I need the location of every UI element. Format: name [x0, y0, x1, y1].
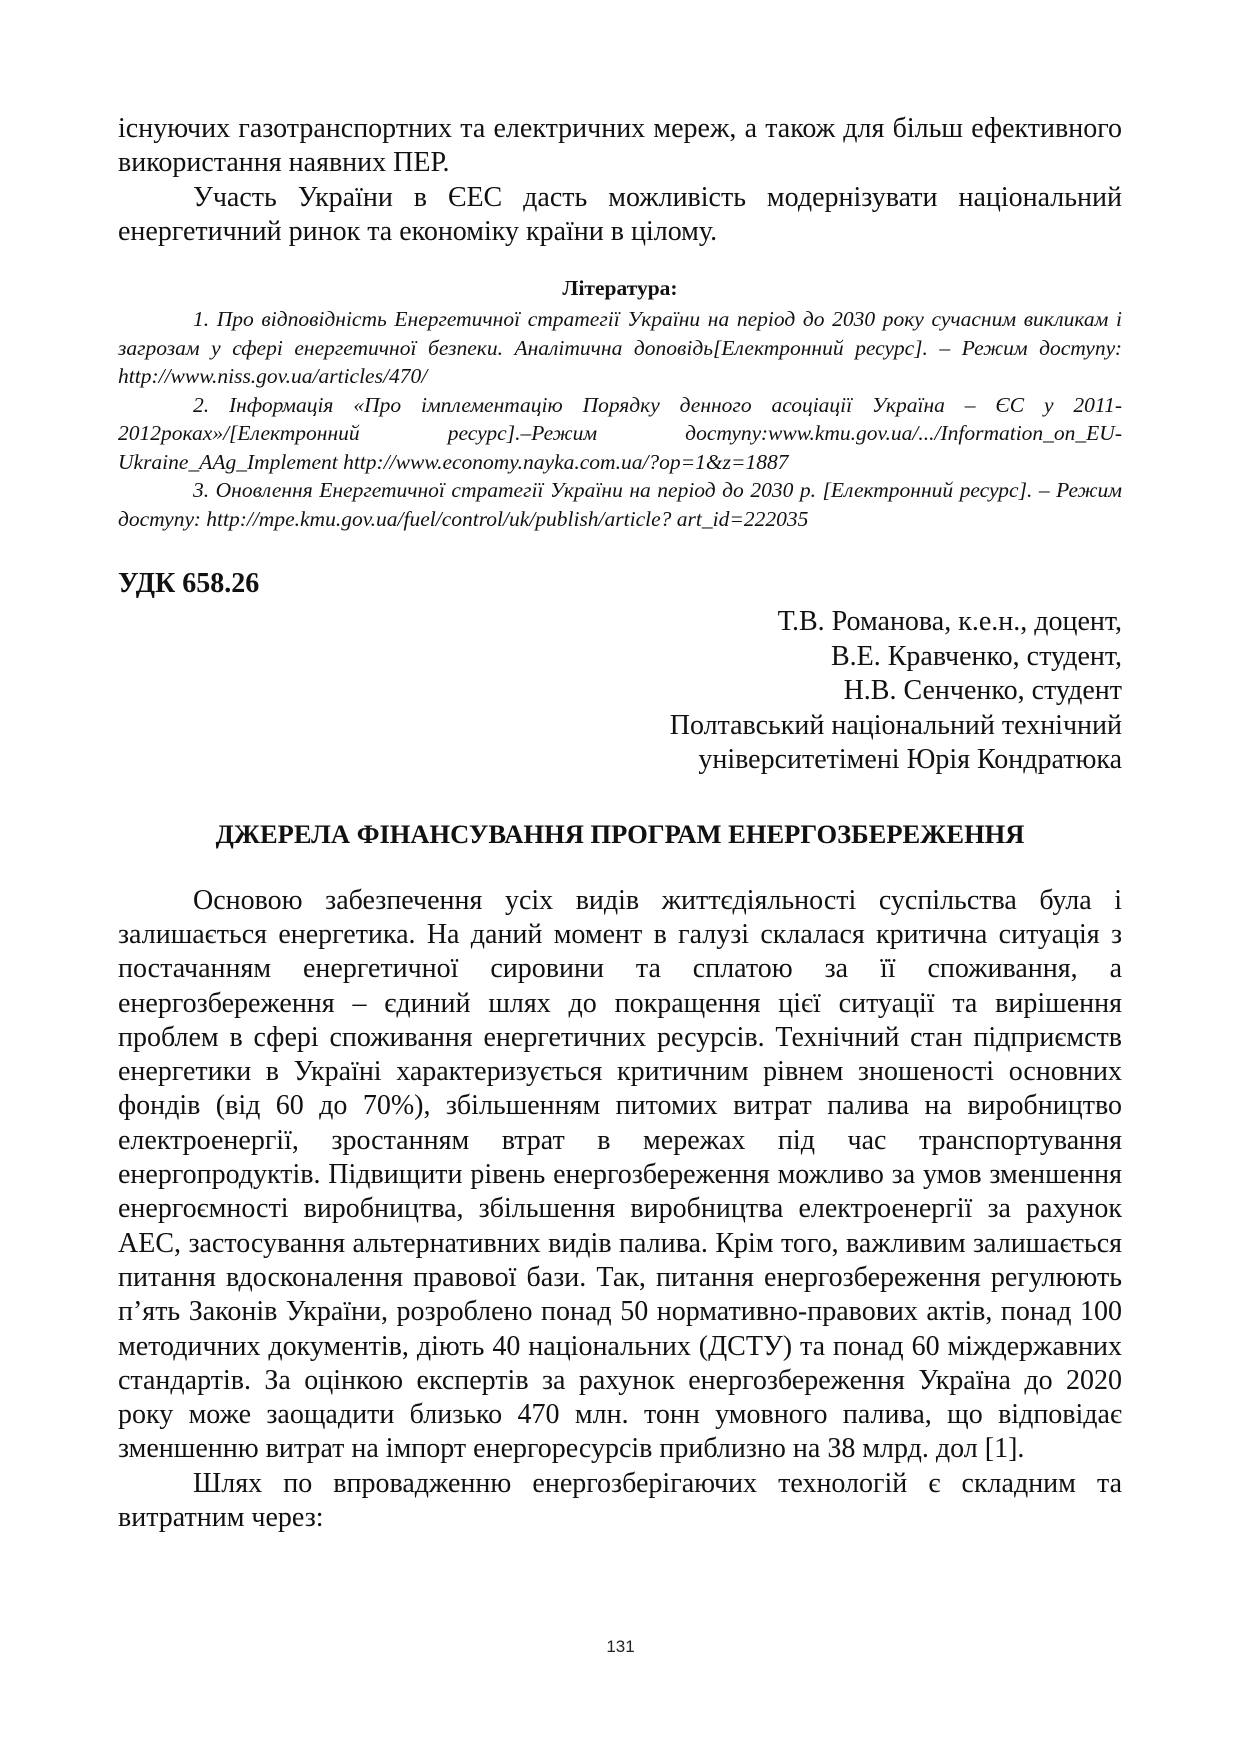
article-body: [118, 884, 1122, 1536]
affiliation-line: Полтавський національний технічний: [669, 709, 1122, 741]
literature-heading: Література:: [562, 276, 678, 301]
literature-item: 1. Про відповідність Енергетичної стратегії України на період до 2030 року сучасним викликам і загрозам у сфері енергетичної безпеки. Аналітична доповідь[Електронний ресурс]. – Режим доступу: http://www.niss.gov.ua/articles/470/: [118, 307, 1122, 389]
body-paragraph: Шлях по впровадженню енергозберігаючих технологій є складним та витратним через:: [118, 1467, 1122, 1534]
page-content: [118, 112, 1122, 1535]
affiliation-line: університетімені Юрія Кондратюка: [698, 744, 1122, 776]
udk-code: УДК 658.26: [118, 568, 260, 600]
intro-paragraph-conclusion: Участь України в ЄЕС дасть можливість модернізувати національний енергетичний ринок та економіку країни в цілому.: [118, 181, 1122, 247]
page-number: 131: [606, 1637, 635, 1656]
intro-paragraph-continued: існуючих газотранспортних та електричних мереж, а також для більш ефективного використання наявних ПЕР.: [118, 113, 1122, 179]
author-line: Т.В. Романова, к.е.н., доцент,: [777, 606, 1122, 638]
body-paragraph: Основою забезпечення усіх видів життєдіяльності суспільства була і залишається енергетика. На даний момент в галузі склалася критична ситуація з постачанням енергетичної сировини та сплатою за її споживання, а енергозбереження – єдиний шлях до покращення цієї ситуації та вирішення проблем в сфері споживання енергетичних ресурсів. Технічний стан підприємств енергетики в Україні характеризується критичним рівнем зношеності основних фондів (від 60 до 70%), збільшенням питомих витрат палива на виробництво електроенергії, зростанням втрат в мережах під час транспортування енергопродуктів. Підвищити рівень енергозбереження можливо за умов зменшення енергоємності виробництва, збільшення виробництва електроенергії за рахунок АЕС, застосування альтернативних видів палива. Крім того, важливим залишається питання вдосконалення правової бази. Так, питання енергозбереження регулюють п’ять Законів України, розроблено понад 50 нормативно-правових актів, понад 100 методичних документів, діють 40 національних (ДСТУ) та понад 60 міждержавних стандартів. За оцінкою експертів за рахунок енергозбереження Україна до 2020 року може заощадити близько 470 млн. тонн умовного палива, що відповідає зменшенню витрат на імпорт енергоресурсів приблизно на 38 млрд. дол [1].: [118, 884, 1122, 1465]
author-block: [118, 605, 1122, 778]
literature-section: [118, 275, 1122, 533]
article-title: ДЖЕРЕЛА ФІНАНСУВАННЯ ПРОГРАМ ЕНЕРГОЗБЕРЕЖЕННЯ: [215, 818, 1025, 849]
literature-item: 3. Оновлення Енергетичної стратегії України на період до 2030 р. [Електронний ресурс]. – Режим доступу: http://mpe.kmu.gov.ua/fuel/control/uk/publish/article? art_id=222035: [118, 478, 1122, 531]
author-line: В.Е. Кравченко, студент,: [830, 640, 1122, 672]
author-line: Н.В. Сенченко, студент: [843, 675, 1122, 707]
literature-item: 2. Інформація «Про імплементацію Порядку денного асоціації Україна – ЄС у 2011-2012роках»/[Електронний ресурс].–Режим доступу:www.kmu.gov.ua/.../Information_on_EU-Ukraine_AAg_Implement http://www.economy.nayka.com.ua/?op=1&z=1887: [118, 392, 1122, 474]
